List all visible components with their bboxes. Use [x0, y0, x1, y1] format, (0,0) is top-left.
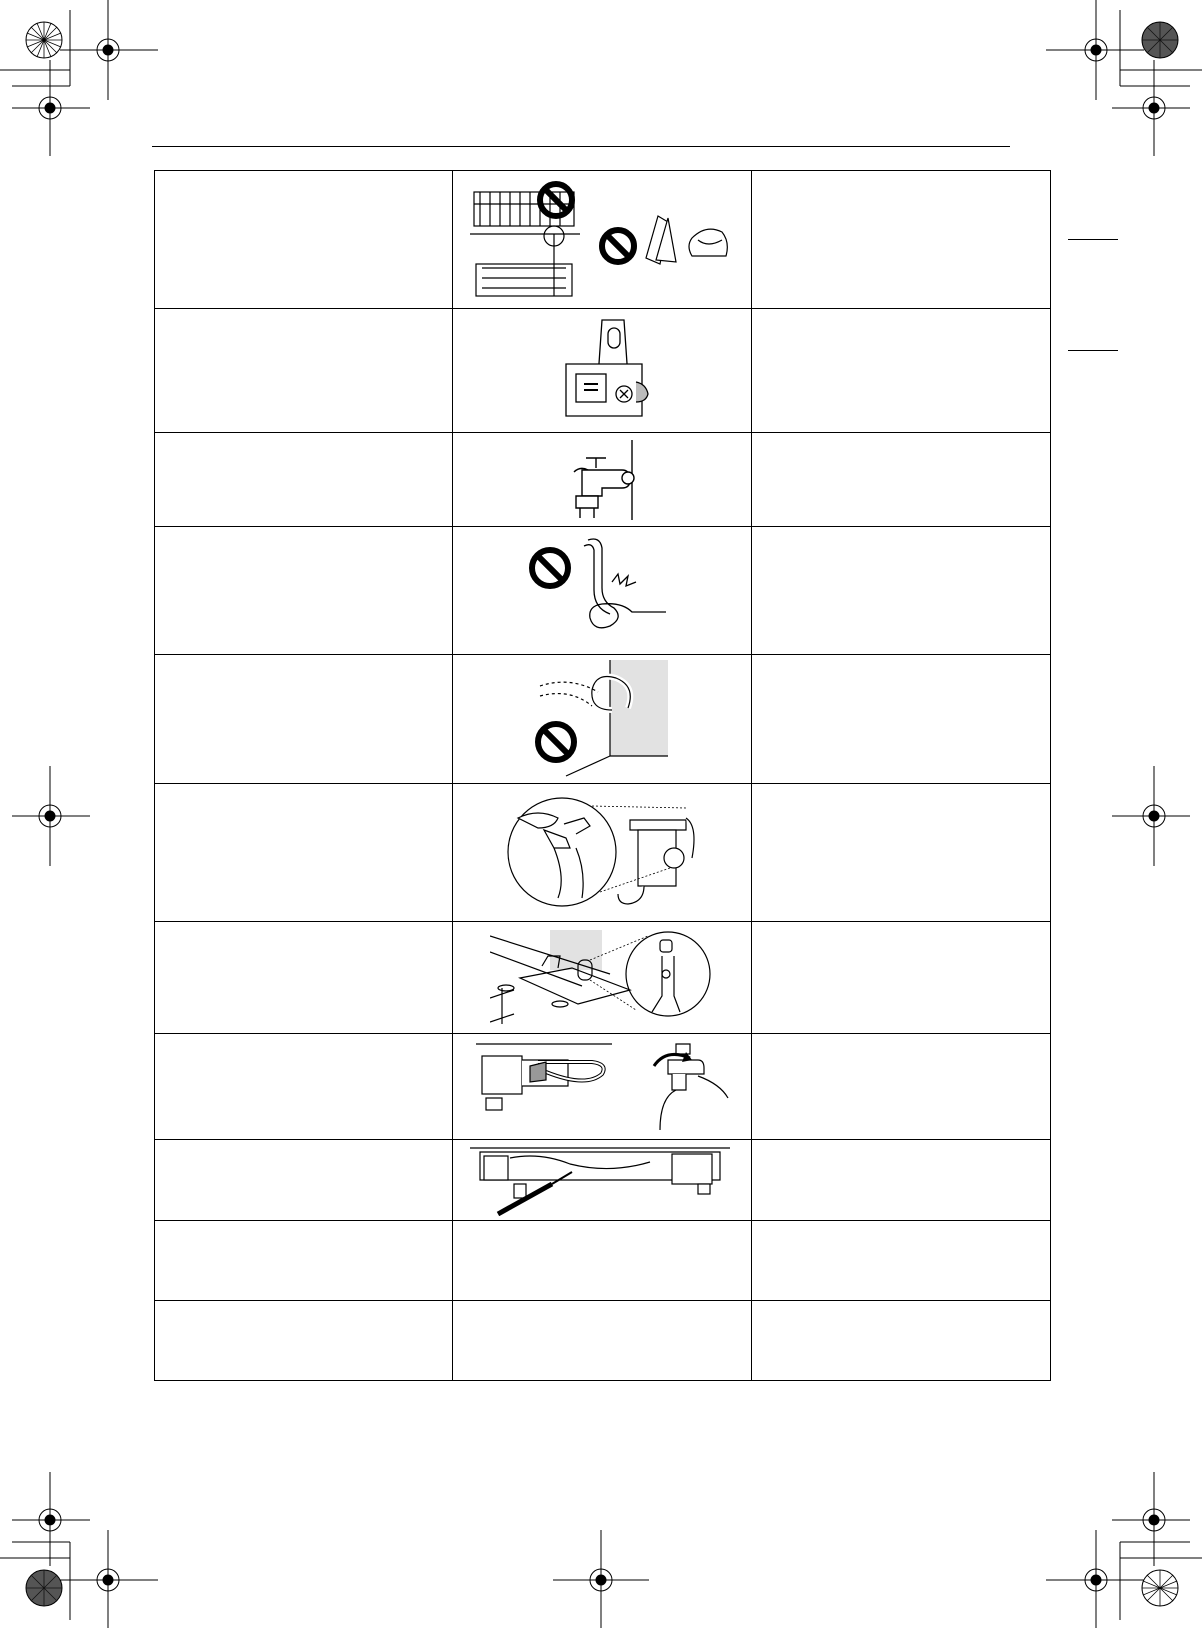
disposer-knockout-plug-icon [504, 788, 714, 918]
inlet-valve-faucet-icon [476, 1038, 730, 1136]
dish-rack-no-obstruction-icon [470, 178, 740, 304]
level-adjust-screwdriver-icon [470, 1144, 730, 1216]
air-gap-check-icon [490, 926, 714, 1030]
water-faucet-open-icon [552, 438, 652, 522]
rinse-aid-dispenser-icon [560, 312, 660, 428]
no-bent-drain-hose-icon [526, 660, 676, 780]
no-kinked-hose-icon [526, 532, 676, 650]
